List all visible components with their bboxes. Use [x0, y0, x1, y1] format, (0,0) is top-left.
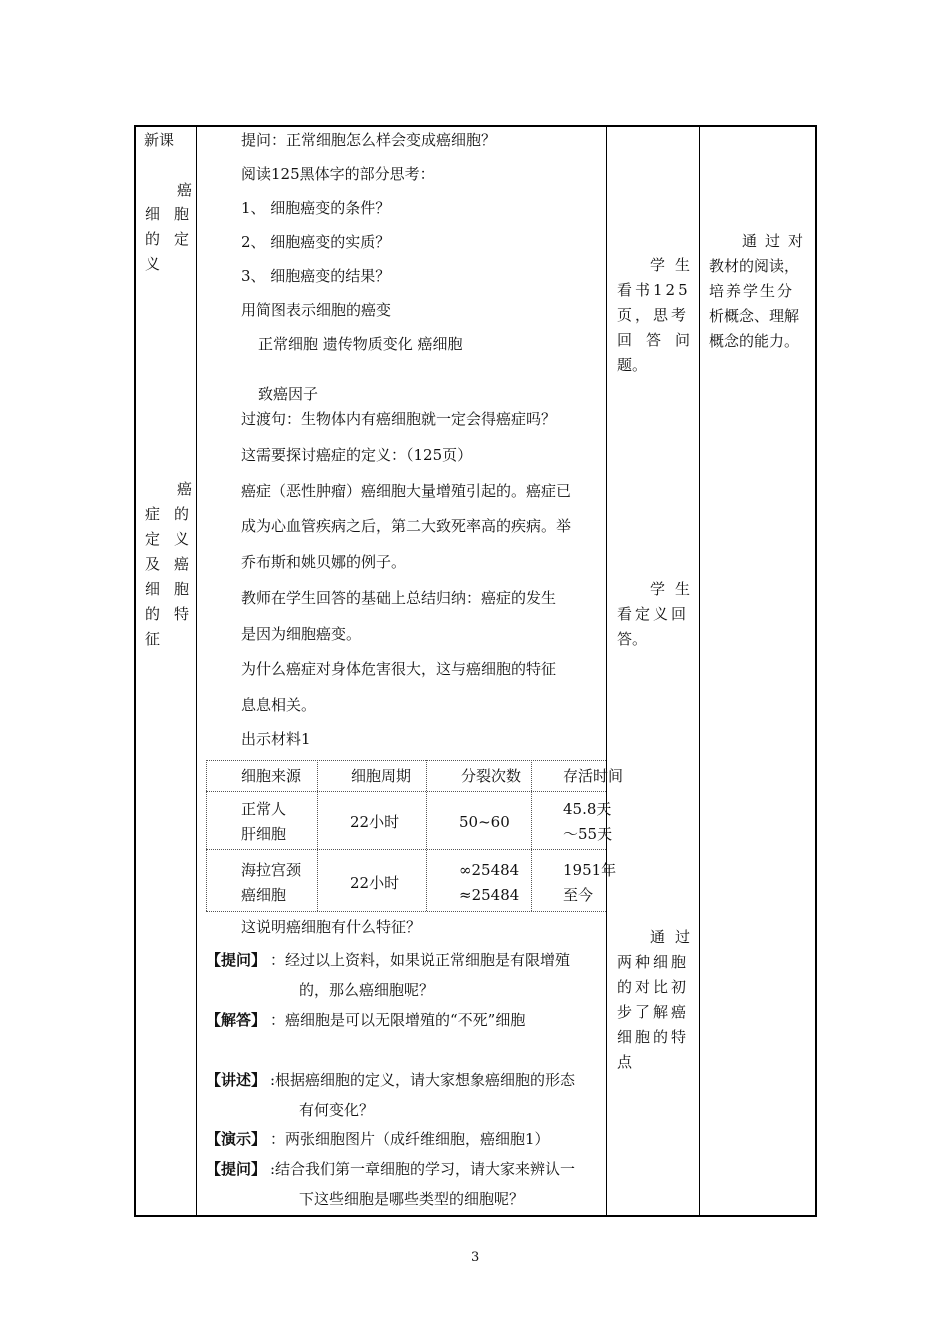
ask1-line-1: ：经过以上资料，如果说正常细胞是有限增殖: [270, 951, 571, 969]
ask2-tag: 【提问】: [206, 1160, 267, 1178]
cancer-definition-3: 乔布斯和姚贝娜的例子。: [241, 553, 407, 571]
purpose-line-4: 析概念、理解: [709, 307, 800, 325]
purpose-line-5: 概念的能力。: [709, 332, 800, 350]
ask2-line-1: :结合我们第一章细胞的学习，请大家来辨认一: [270, 1160, 576, 1178]
row1-survival-2: ～55天: [563, 825, 613, 843]
student-activity-1-line-2: 看书125: [617, 281, 691, 299]
student-activity-2-line-1: 学生: [650, 580, 701, 598]
demo-tag: 【演示】: [206, 1130, 267, 1148]
table-header-cycle: 细胞周期: [351, 767, 412, 785]
section2-line-2: 症的: [145, 505, 204, 523]
inner-table-col3: [531, 760, 532, 911]
inner-table-row2-top: [206, 849, 606, 850]
lecture-line-1: :根据癌细胞的定义，请大家想象癌细胞的形态: [270, 1071, 576, 1089]
answer-tag: 【解答】: [206, 1011, 267, 1029]
read-instruction: 阅读125黑体字的部分思考：: [241, 165, 435, 183]
section2-line-1: 癌: [177, 480, 193, 498]
inner-table-bottom: [206, 911, 606, 912]
answer-text: ：癌细胞是可以无限增殖的“不死”细胞: [270, 1011, 526, 1029]
section1-line-4: 义: [145, 255, 161, 273]
section1-line-1: 癌: [177, 181, 193, 199]
define-cancer-prompt: 这需要探讨癌症的定义：（125页）: [241, 446, 473, 464]
student-activity-2-line-2: 看定义回: [617, 605, 690, 623]
row1-source-1: 正常人: [241, 800, 287, 818]
transition-sentence: 过渡句：生物体内有癌细胞就一定会得癌症吗？: [241, 410, 557, 428]
diagram-flow: 正常细胞 遗传物质变化 癌细胞: [258, 335, 463, 353]
think-item-3: 3、 细胞癌变的结果？: [241, 267, 391, 285]
lecture-line-2: 有何变化？: [299, 1101, 375, 1119]
col-divider-1: [196, 125, 197, 1217]
inner-table-top: [206, 760, 606, 761]
table-header-survival: 存活时间: [563, 767, 624, 785]
cancer-definition-1: 癌症（恶性肿瘤）癌细胞大量增殖引起的。癌症已: [241, 482, 572, 500]
table-header-divisions: 分裂次数: [461, 767, 522, 785]
row2-survival-1: 1951年: [563, 861, 617, 879]
student-activity-3-line-1: 通过: [650, 928, 701, 946]
material-label: 出示材料1: [241, 730, 311, 748]
student-activity-2-line-3: 答。: [617, 630, 648, 648]
student-activity-3-line-2: 两种细胞: [617, 953, 690, 971]
table-bottom-border: [134, 1215, 817, 1217]
purpose-line-3: 培养学生分: [709, 282, 795, 300]
row2-cycle: 22小时: [350, 874, 400, 892]
cancer-definition-2: 成为心血管疾病之后，第二大致死率高的疾病。举: [241, 517, 572, 535]
ask2-line-2: 下这些细胞是哪些类型的细胞呢？: [299, 1190, 525, 1208]
row1-cycle: 22小时: [350, 813, 400, 831]
section2-line-3: 定义: [145, 530, 204, 548]
teacher-summary-1: 教师在学生回答的基础上总结归纳：癌症的发生: [241, 589, 557, 607]
diagram-cause: 致癌因子: [258, 385, 319, 403]
inner-table-col1: [317, 760, 318, 911]
ask1-tag: 【提问】: [206, 951, 267, 969]
section2-line-4: 及癌: [145, 555, 204, 573]
think-item-1: 1、 细胞癌变的条件？: [241, 199, 391, 217]
student-activity-1-line-5: 题。: [617, 356, 648, 374]
section1-line-2: 细胞: [145, 205, 204, 223]
row1-survival-1: 45.8天: [563, 800, 612, 818]
section1-line-3: 的定: [145, 230, 204, 248]
student-activity-1-line-3: 页，思考: [617, 306, 690, 324]
table-top-border: [134, 125, 817, 127]
think-item-2: 2、 细胞癌变的实质？: [241, 233, 391, 251]
student-activity-3-line-4: 步了解癌: [617, 1003, 690, 1021]
teacher-summary-2: 是因为细胞癌变。: [241, 625, 362, 643]
diagram-intro: 用简图表示细胞的癌变: [241, 301, 392, 319]
student-activity-1-line-4: 回答问: [617, 331, 705, 349]
section2-line-5: 细胞: [145, 580, 204, 598]
col-divider-3: [699, 125, 700, 1217]
row2-divisions-1: ∞25484: [459, 861, 520, 879]
row2-survival-2: 至今: [563, 886, 594, 904]
section2-line-6: 的特: [145, 605, 204, 623]
row2-source-2: 癌细胞: [241, 886, 287, 904]
demo-text: ：两张细胞图片（成纤维细胞，癌细胞1）: [270, 1130, 550, 1148]
section2-line-7: 征: [145, 630, 161, 648]
inner-table-left: [206, 760, 207, 911]
page-number: 3: [471, 1250, 480, 1265]
inner-table-col2: [426, 760, 427, 911]
student-activity-1-line-1: 学生: [650, 256, 701, 274]
student-activity-3-line-3: 的对比初: [617, 978, 690, 996]
inner-table-row1-top: [206, 791, 606, 792]
row2-divisions-2: ≈25484: [459, 886, 520, 904]
col-divider-2: [606, 125, 607, 1217]
row2-source-1: 海拉宫颈: [241, 861, 302, 879]
purpose-line-2: 教材的阅读，: [709, 257, 800, 275]
lecture-tag: 【讲述】: [206, 1071, 267, 1089]
why-harmful-1: 为什么癌症对身体危害很大，这与癌细胞的特征: [241, 660, 557, 678]
question-1: 提问：正常细胞怎么样会变成癌细胞？: [241, 131, 497, 149]
purpose-line-1: 通过对: [742, 232, 812, 250]
explain-question: 这说明癌细胞有什么特征？: [241, 918, 422, 936]
row1-divisions: 50~60: [459, 813, 510, 831]
table-right-border: [815, 125, 817, 1217]
student-activity-3-line-6: 点: [617, 1053, 633, 1071]
ask1-line-2: 的，那么癌细胞呢？: [299, 981, 435, 999]
table-header-source: 细胞来源: [241, 767, 302, 785]
section-new-lesson: 新课: [144, 131, 175, 149]
row1-source-2: 肝细胞: [241, 825, 287, 843]
student-activity-3-line-5: 细胞的特: [617, 1028, 690, 1046]
table-left-border: [134, 125, 136, 1217]
why-harmful-2: 息息相关。: [241, 696, 317, 714]
